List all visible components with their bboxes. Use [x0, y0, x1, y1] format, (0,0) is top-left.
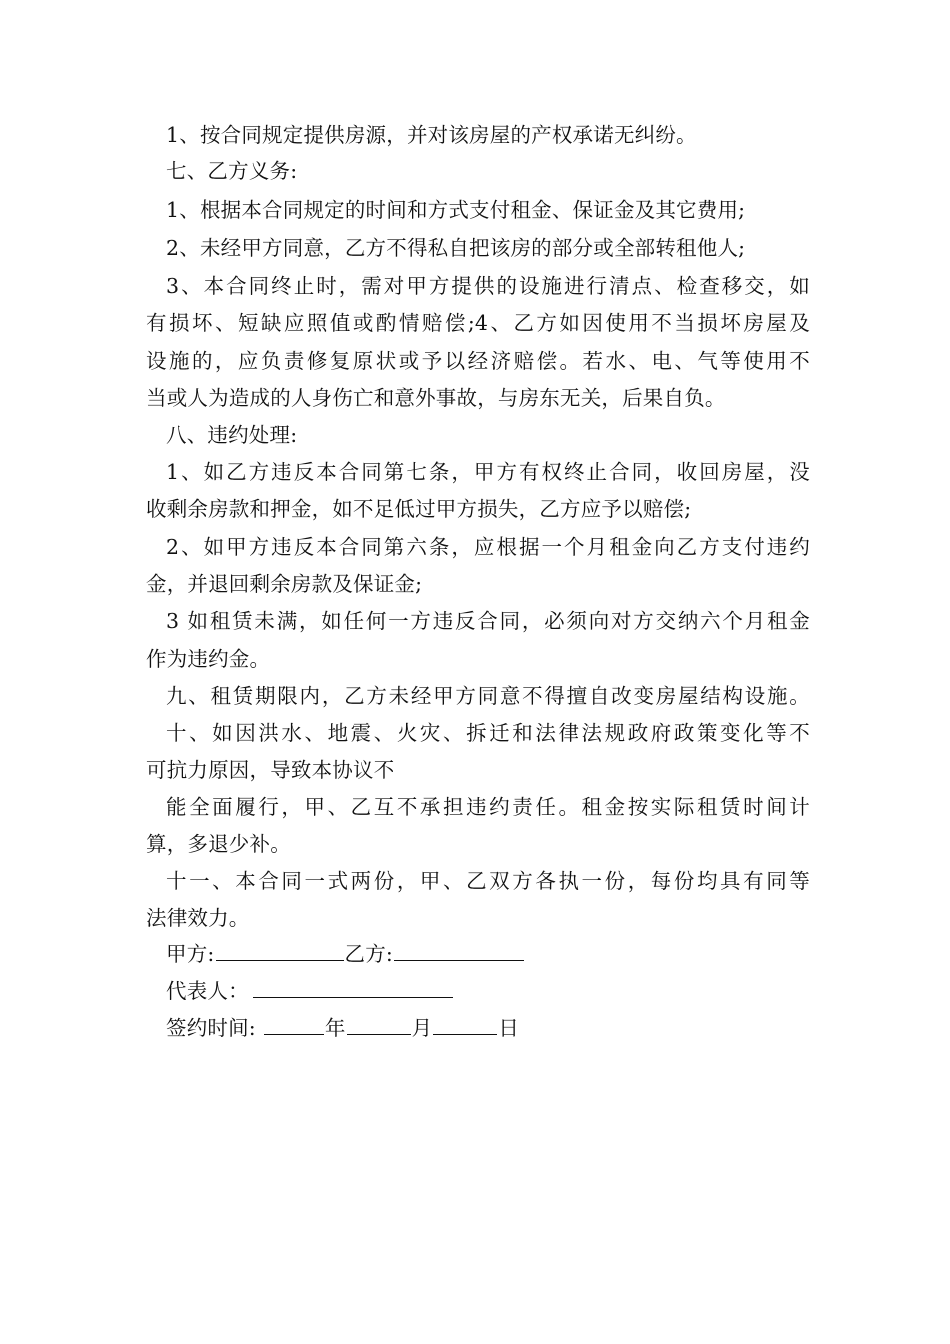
text-line: 1、根据本合同规定的时间和方式支付租金、保证金及其它费用;: [166, 198, 746, 222]
party-a-label: 甲方:: [166, 942, 215, 966]
party-b-label: 乙方:: [344, 942, 394, 966]
text-line: 1、按合同规定提供房源，并对该房屋的产权承诺无纠纷。: [166, 123, 697, 147]
signature-row-representative: [166, 977, 830, 1004]
date-label: 签约时间:: [166, 1016, 256, 1040]
text-line: 3、本合同终止时，需对甲方提供的设施进行清点、检查移交，如: [166, 274, 810, 298]
text-line: 收剩余房款和押金，如不足低过甲方损失，乙方应予以赔偿;: [146, 497, 692, 521]
text-line: 作为违约金。: [146, 647, 271, 671]
text-line: 有损坏、短缺应照值或酌情赔偿;4、乙方如因使用不当损坏房屋及: [146, 311, 810, 335]
section-heading: 八、违约处理:: [166, 423, 298, 447]
text-line: 能全面履行，甲、乙互不承担违约责任。租金按实际租赁时间计: [166, 795, 810, 819]
text-line: 设施的，应负责修复原状或予以经济赔偿。若水、电、气等使用不: [146, 349, 810, 373]
text-line: 十、如因洪水、地震、火灾、拆迁和法律法规政府政策变化等不: [166, 721, 810, 745]
day-blank[interactable]: [433, 1014, 497, 1035]
text-line: 3 如租赁未满，如任何一方违反合同，必须向对方交纳六个月租金: [166, 609, 810, 633]
representative-blank[interactable]: [253, 977, 453, 998]
signature-row-date: [166, 1014, 830, 1041]
text-line: 当或人为造成的人身伤亡和意外事故，与房东无关，后果自负。: [146, 386, 726, 410]
text-line: 法律效力。: [146, 906, 250, 930]
year-label: 年: [324, 1016, 346, 1040]
text-line: 十一、本合同一式两份，甲、乙双方各执一份，每份均具有同等: [166, 869, 810, 893]
text-line: 2、如甲方违反本合同第六条，应根据一个月租金向乙方支付违约: [166, 535, 810, 559]
month-label: 月: [411, 1016, 433, 1040]
party-b-blank[interactable]: [394, 940, 524, 961]
text-line: 九、租赁期限内，乙方未经甲方同意不得擅自改变房屋结构设施。: [166, 684, 810, 708]
signature-row-parties: [166, 940, 830, 967]
party-a-blank[interactable]: [216, 940, 344, 961]
representative-label: 代表人：: [166, 979, 249, 1003]
text-line: 2、未经甲方同意，乙方不得私自把该房的部分或全部转租他人;: [166, 236, 746, 260]
month-blank[interactable]: [347, 1014, 411, 1035]
text-line: 金，并退回剩余房款及保证金;: [146, 572, 423, 596]
text-line: 算，多退少补。: [146, 832, 291, 856]
section-heading: 七、乙方义务:: [166, 159, 298, 183]
text-line: 可抗力原因，导致本协议不: [146, 758, 395, 782]
year-blank[interactable]: [264, 1014, 324, 1035]
text-line: 1、如乙方违反本合同第七条，甲方有权终止合同，收回房屋，没: [166, 460, 810, 484]
day-label: 日: [498, 1016, 520, 1040]
